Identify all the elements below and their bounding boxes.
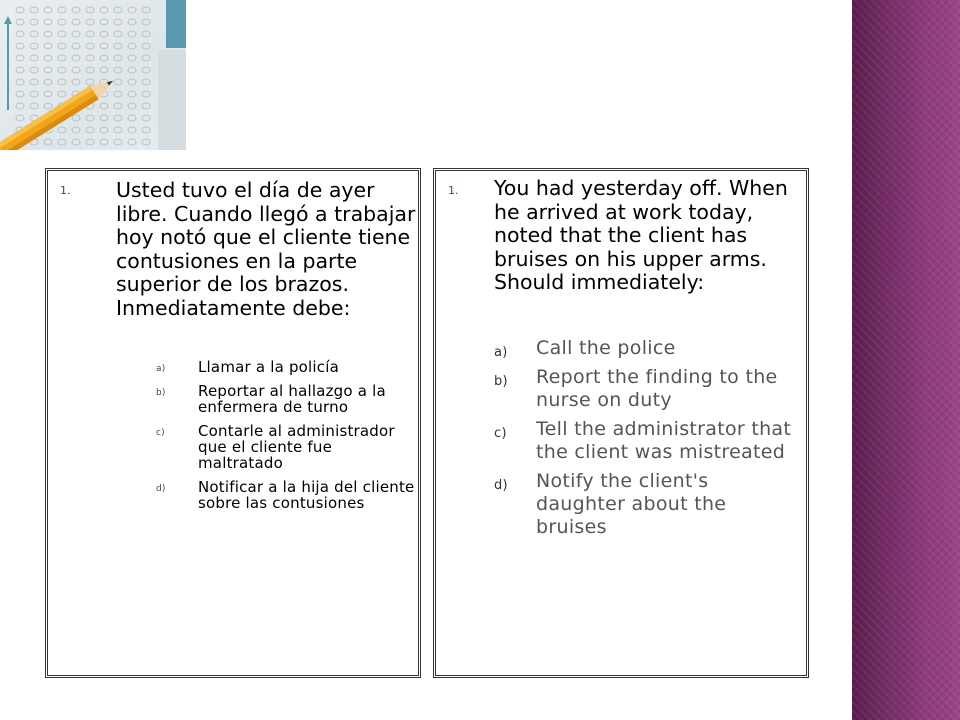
answer-sheet-pencil-icon	[0, 0, 186, 150]
option-text: Notify the client's daughter about the bruises	[536, 470, 727, 538]
option-text: Notificar a la hija del cliente sobre las contusiones	[198, 478, 415, 512]
option-c	[494, 418, 800, 464]
option-d	[156, 479, 418, 511]
option-b	[494, 366, 800, 412]
option-text: Llamar a la policía	[198, 358, 339, 376]
option-marker: b)	[494, 374, 508, 389]
option-text: Report the finding to the nurse on duty	[536, 366, 778, 411]
option-marker: d)	[156, 484, 166, 494]
answer-options	[494, 337, 800, 545]
option-b	[156, 383, 418, 415]
option-marker: a)	[156, 364, 166, 374]
option-marker: a)	[494, 345, 508, 360]
question-text: You had yesterday off. When he arrived at work today, noted that the client has bruises on his upper arms. Should immediately:	[494, 176, 788, 294]
question-number: 1.	[448, 184, 459, 197]
option-a	[494, 337, 800, 360]
option-marker: c)	[156, 428, 165, 438]
question-text: Usted tuvo el día de ayer libre. Cuando llegó a trabajar hoy notó que el cliente tiene contusiones en la parte superior de los brazos. Inmediatamente debe:	[116, 178, 416, 320]
option-text: Call the police	[536, 337, 676, 359]
option-text: Contarle al administrador que el cliente fue maltratado	[198, 422, 395, 472]
option-d	[494, 470, 800, 539]
answer-sheet-photo	[0, 0, 186, 150]
option-text: Reportar al hallazgo a la enfermera de turno	[198, 382, 386, 416]
option-marker: b)	[156, 388, 166, 398]
answer-options	[156, 359, 418, 519]
option-c	[156, 423, 418, 471]
decorative-side-bar	[852, 0, 960, 720]
spanish-question-panel	[45, 168, 421, 678]
question-number: 1.	[60, 184, 71, 197]
option-marker: c)	[494, 426, 507, 441]
option-text: Tell the administrator that the client was mistreated	[536, 418, 792, 463]
english-question-panel	[433, 168, 809, 678]
option-a	[156, 359, 418, 375]
option-marker: d)	[494, 478, 508, 493]
